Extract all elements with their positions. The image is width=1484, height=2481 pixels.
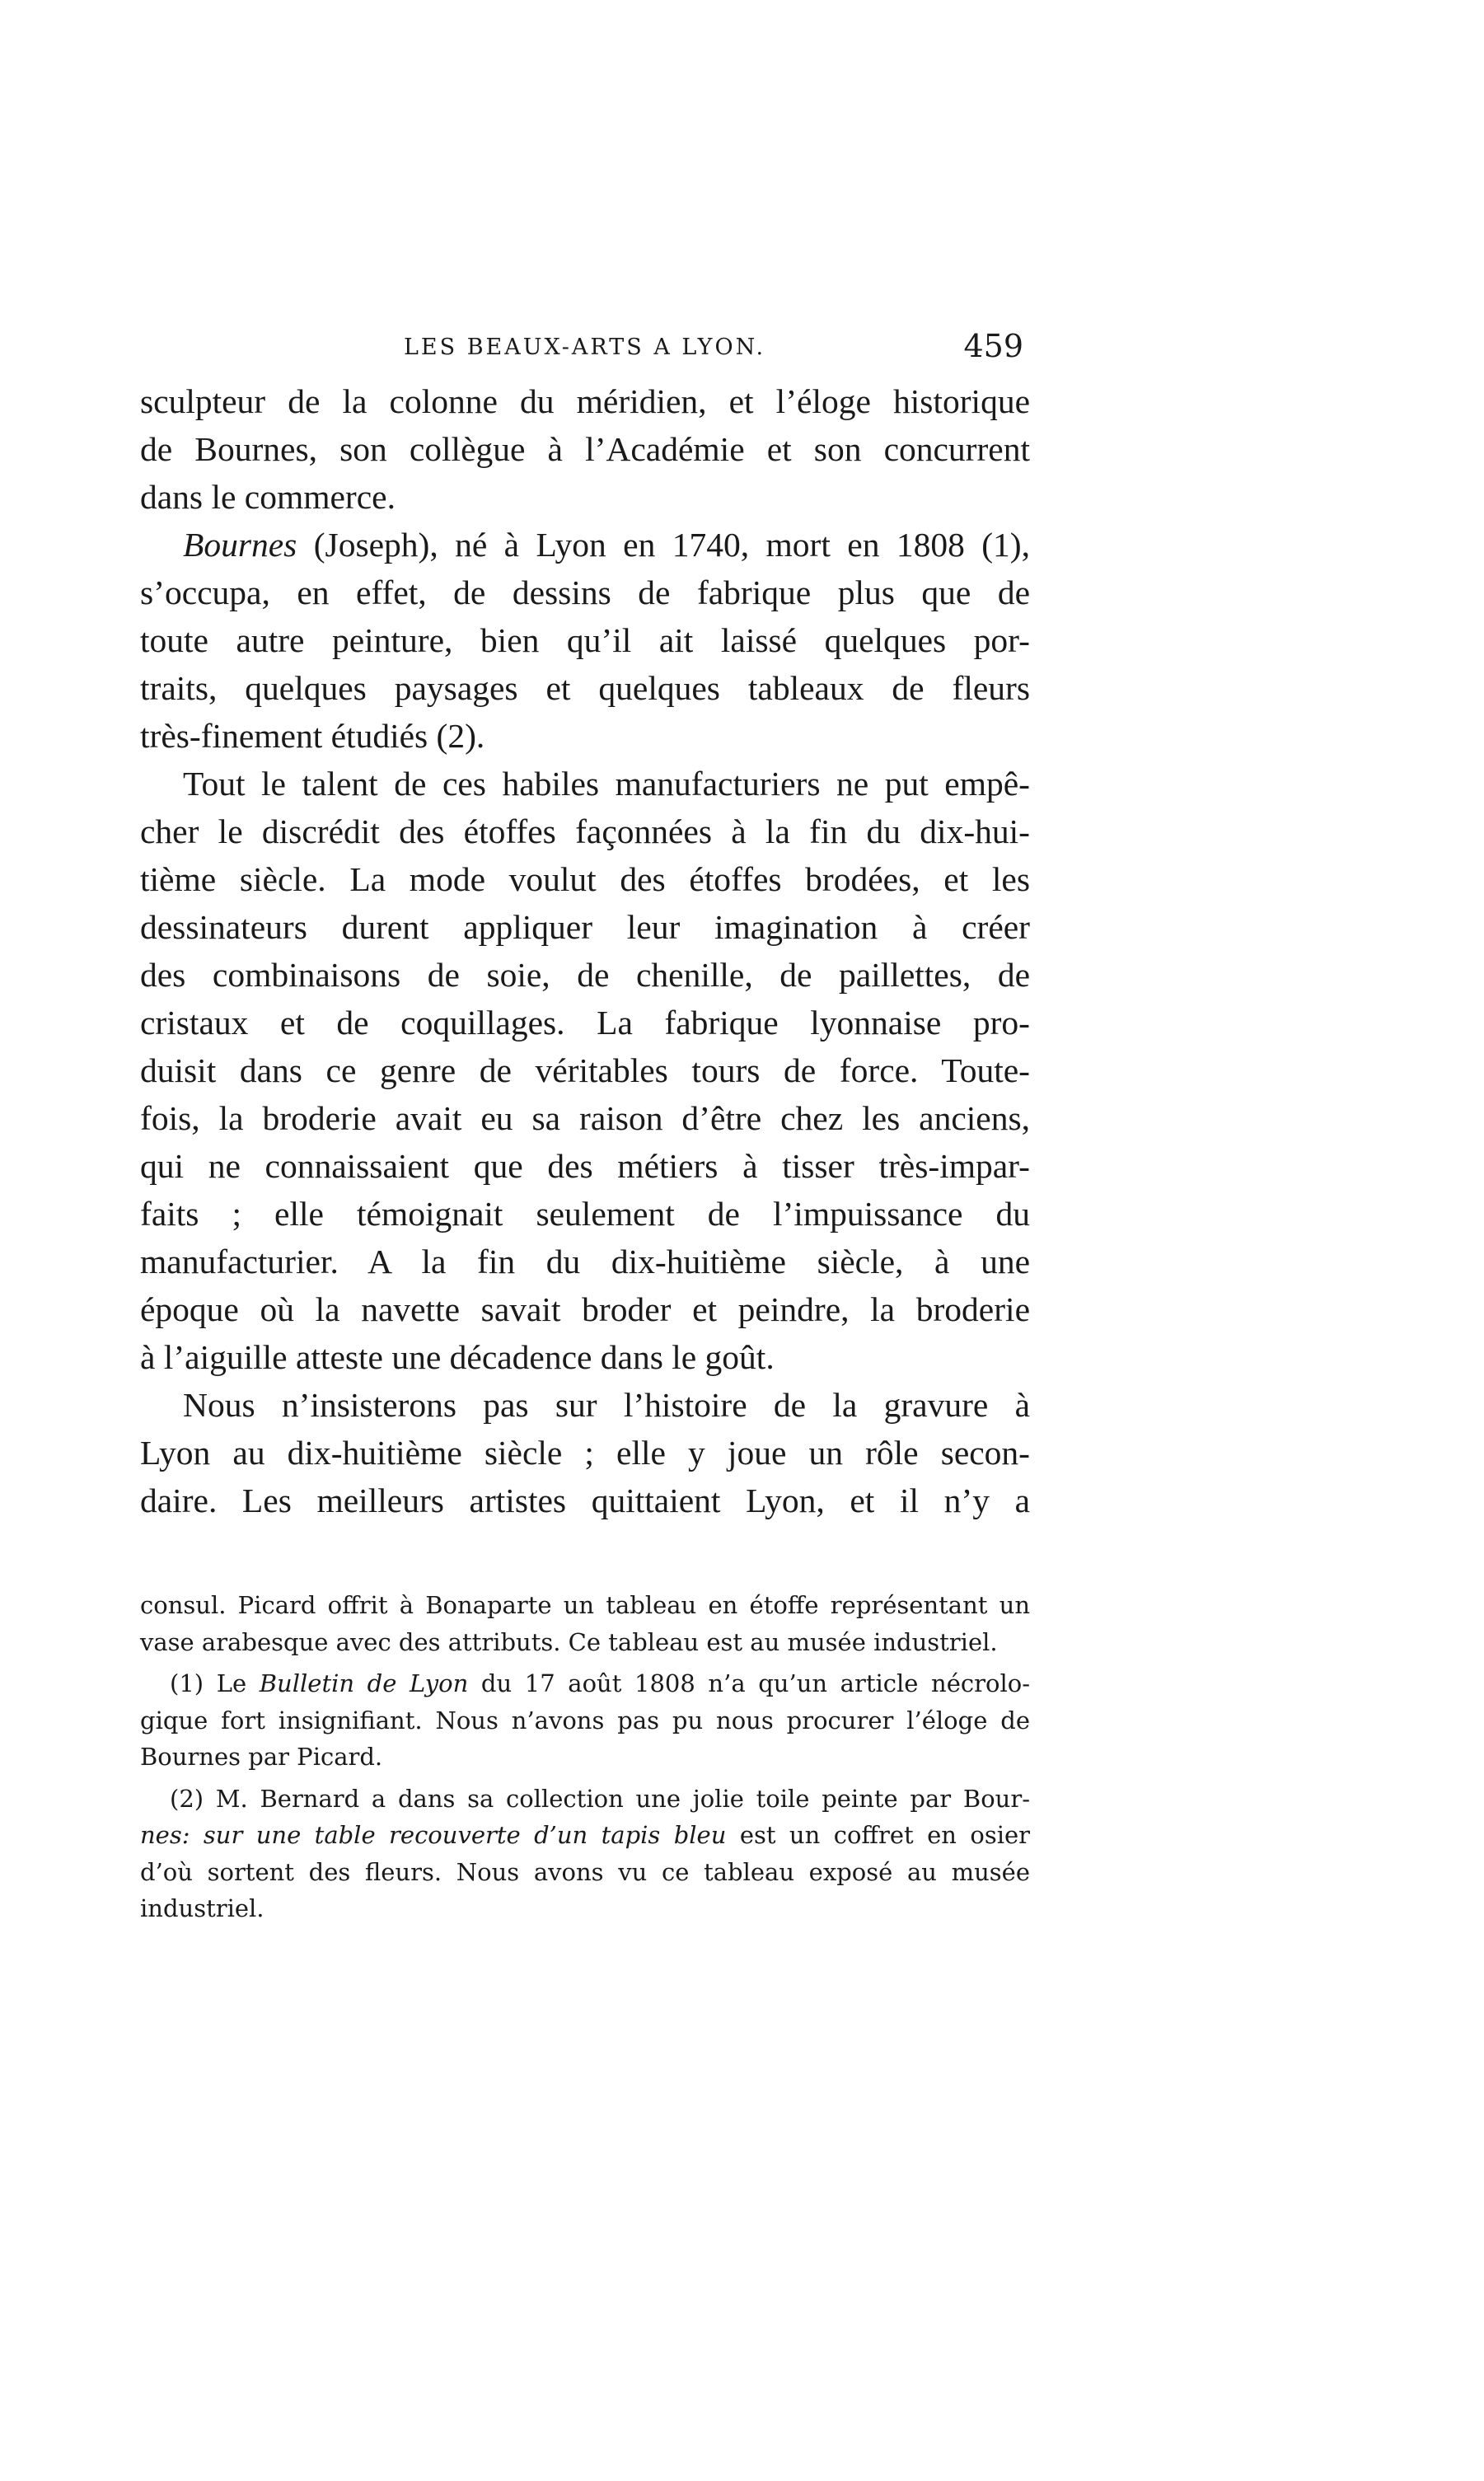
footnote-line: Bournes par Picard. [140, 1743, 383, 1771]
body-line: cher le discrédit des étoffes façonnées à la fin du dix-hui- [140, 812, 1030, 850]
body-line: Nous n’insisterons pas sur l’histoire de la gravure à [183, 1386, 1030, 1424]
body-line: faits ; elle témoignait seulement de l’impuissance du [140, 1195, 1030, 1233]
footnote-line [140, 1665, 1030, 1702]
body-line: Tout le talent de ces habiles manufacturiers ne put empê- [183, 765, 1030, 803]
footnote-line: consul. Picard offrit à Bonaparte un tableau en étoffe représentant un [140, 1591, 1030, 1619]
body-line: daire. Les meilleurs artistes quittaient Lyon, et il n’y a [140, 1482, 1030, 1519]
running-title: LES BEAUX-ARTS A LYON. [404, 335, 766, 360]
body-line: fois, la broderie avait eu sa raison d’être chez les anciens, [140, 1099, 1030, 1137]
person-name: Bournes [183, 526, 297, 564]
footnote-line: industriel. [140, 1894, 264, 1922]
body-line: sculpteur de la colonne du méridien, et l’éloge historique [140, 382, 1030, 420]
body-line: s’occupa, en effet, de dessins de fabrique plus que de [140, 573, 1030, 611]
body-line [140, 521, 1030, 569]
body-line: à l’aiguille atteste une décadence dans le goût. [140, 1338, 775, 1376]
body-line: époque où la navette savait broder et peindre, la broderie [140, 1290, 1030, 1328]
footnote-rest: du 17 août 1808 n’a qu’un article nécrolo- [468, 1669, 1030, 1697]
body-line: duisit dans ce genre de véritables tours de force. Toute- [140, 1051, 1030, 1089]
footnote-line: (2) M. Bernard a dans sa collection une jolie toile peinte par Bour- [170, 1784, 1030, 1813]
body-line: des combinaisons de soie, de chenille, de paillettes, de [140, 956, 1030, 994]
footnote-italic: nes: sur une table recouverte d’un tapis bleu [140, 1821, 727, 1849]
body-line: toute autre peinture, bien qu’il ait laissé quelques por- [140, 621, 1030, 659]
body-line: de Bournes, son collègue à l’Académie et son concurrent [140, 430, 1030, 468]
running-head [140, 328, 1030, 369]
body-line-rest: (Joseph), né à Lyon en 1740, mort en 1808 (1), [297, 526, 1030, 564]
body-line: manufacturier. A la fin du dix-huitième siècle, à une [140, 1243, 1030, 1280]
footnote-line [140, 1817, 1030, 1854]
body-line: Lyon au dix-huitième siècle ; elle y joue un rôle secon- [140, 1434, 1030, 1472]
footnote-title: Bulletin de Lyon [259, 1669, 469, 1697]
body-line: traits, quelques paysages et quelques tableaux de fleurs [140, 669, 1030, 707]
page-number: 459 [963, 328, 1023, 364]
footnote-line: d’où sortent des fleurs. Nous avons vu ce tableau exposé au musée [140, 1857, 1030, 1886]
footnote-line: vase arabesque avec des attributs. Ce tableau est au musée industriel. [140, 1627, 998, 1656]
body-line: tième siècle. La mode voulut des étoffes brodées, et les [140, 860, 1030, 898]
footnotes [140, 1587, 1030, 1927]
body-line: très-finement étudiés (2). [140, 717, 485, 755]
body-line: qui ne connaissaient que des métiers à tisser très-impar- [140, 1147, 1030, 1185]
body-line: dessinateurs durent appliquer leur imagination à créer [140, 908, 1030, 946]
body-line: dans le commerce. [140, 478, 396, 516]
footnote-line: gique fort insignifiant. Nous n’avons pas pu nous procurer l’éloge de [140, 1706, 1030, 1734]
footnote-rest: est un coffret en osier [726, 1821, 1031, 1849]
footnote-mark: (1) Le [170, 1669, 260, 1697]
body-text [140, 377, 1030, 1524]
body-line: cristaux et de coquillages. La fabrique lyonnaise pro- [140, 1004, 1030, 1042]
